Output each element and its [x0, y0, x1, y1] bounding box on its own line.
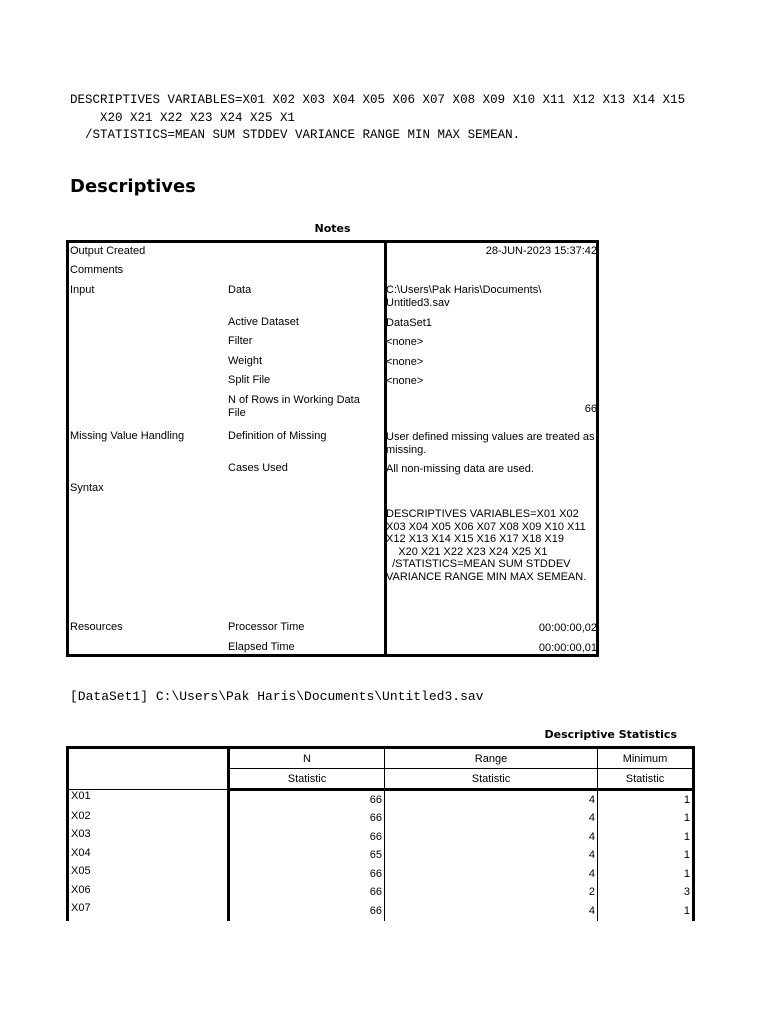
range-cell: 2 [385, 884, 598, 903]
active-dataset-value: DataSet1 [386, 317, 432, 329]
range-cell: 4 [385, 828, 598, 847]
table-row [68, 902, 694, 921]
range-cell: 4 [385, 790, 598, 810]
n-rows-label: N of Rows in Working Data File [228, 394, 360, 419]
definition-of-missing-label: Definition of Missing [228, 430, 327, 442]
range-cell: 4 [385, 865, 598, 884]
weight-label: Weight [228, 355, 263, 367]
descriptive-statistics-table [66, 746, 695, 921]
syntax-label: Syntax [70, 482, 104, 494]
weight-value: <none> [386, 356, 424, 368]
processor-time-value: 00:00:00,02 [538, 622, 597, 634]
comments-label: Comments [70, 264, 124, 276]
row-label: X03 [68, 828, 229, 847]
header-stub-cell [68, 748, 229, 790]
n-cell: 66 [229, 884, 385, 903]
subheader-range-statistic: Statistic [385, 769, 598, 790]
syntax-value: DESCRIPTIVES VARIABLES=X01 X02 X03 X04 X05 X06 X07 X08 X09 X10 X11 X12 X13 X14 X15 X16 X17 X18 X19 X20 X21 X22 X23 X24 X25 X1 /STATISTICS=MEAN SUM STDDEV VARIANCE RANGE MIN MAX SEMEAN. [386, 508, 587, 583]
n-cell: 66 [229, 865, 385, 884]
row-label: X01 [68, 790, 229, 810]
minimum-cell: 1 [598, 828, 694, 847]
output-created-value: 28-JUN-2023 15:37:42 [485, 245, 597, 257]
range-cell: 4 [385, 810, 598, 829]
n-cell: 66 [229, 828, 385, 847]
header-row [68, 748, 694, 769]
row-label: X07 [68, 902, 229, 921]
n-cell: 66 [229, 790, 385, 810]
minimum-cell: 1 [598, 790, 694, 810]
n-cell: 66 [229, 810, 385, 829]
elapsed-time-label: Elapsed Time [228, 641, 295, 653]
table-row [68, 884, 694, 903]
minimum-cell: 1 [598, 865, 694, 884]
minimum-cell: 3 [598, 884, 694, 903]
table-row [68, 828, 694, 847]
processor-time-label: Processor Time [228, 621, 305, 633]
row-label: X04 [68, 847, 229, 866]
syntax-block [70, 92, 685, 145]
dataset-line: [DataSet1] C:\Users\Pak Haris\Documents\Untitled3.sav [70, 689, 484, 704]
col-header-n: N [229, 748, 385, 769]
section-heading: Descriptives [70, 176, 196, 197]
elapsed-time-value: 00:00:00,01 [538, 642, 597, 654]
row-label: X02 [68, 810, 229, 829]
syntax-line-3: /STATISTICS=MEAN SUM STDDEV VARIANCE RANGE MIN MAX SEMEAN. [70, 128, 521, 142]
split-file-value: <none> [386, 375, 424, 387]
table-row [68, 810, 694, 829]
table-row [68, 790, 694, 810]
missing-value-handling-label: Missing Value Handling [70, 430, 185, 442]
syntax-line-2: X20 X21 X22 X23 X24 X25 X1 [70, 110, 296, 125]
syntax-line-1: DESCRIPTIVES VARIABLES=X01 X02 X03 X04 X05 X06 X07 X08 X09 X10 X11 X12 X13 X14 X15 [70, 93, 686, 107]
resources-label: Resources [70, 621, 123, 633]
active-dataset-label: Active Dataset [228, 316, 299, 328]
minimum-cell: 1 [598, 810, 694, 829]
notes-table [66, 240, 599, 657]
minimum-cell: 1 [598, 902, 694, 921]
n-rows-value: 66 [584, 403, 597, 415]
col-header-minimum: Minimum [598, 748, 694, 769]
range-cell: 4 [385, 847, 598, 866]
table-row [68, 847, 694, 866]
notes-title: Notes [314, 222, 351, 235]
subheader-minimum-statistic: Statistic [598, 769, 694, 790]
descriptive-statistics-title: Descriptive Statistics [544, 728, 677, 741]
cases-used-value: All non-missing data are used. [386, 463, 534, 475]
col-header-range: Range [385, 748, 598, 769]
row-label: X06 [68, 884, 229, 903]
data-label: Data [228, 284, 252, 296]
range-cell: 4 [385, 902, 598, 921]
n-cell: 66 [229, 902, 385, 921]
subheader-n-statistic: Statistic [229, 769, 385, 790]
minimum-cell: 1 [598, 847, 694, 866]
split-file-label: Split File [228, 374, 271, 386]
output-created-label: Output Created [70, 245, 146, 257]
filter-value: <none> [386, 336, 424, 348]
data-value: C:\Users\Pak Haris\Documents\ Untitled3.sav [386, 284, 542, 309]
n-cell: 65 [229, 847, 385, 866]
cases-used-label: Cases Used [228, 462, 288, 474]
table-row [68, 865, 694, 884]
row-label: X05 [68, 865, 229, 884]
input-label: Input [70, 284, 95, 296]
filter-label: Filter [228, 335, 253, 347]
definition-of-missing-value: User defined missing values are treated as missing. [386, 431, 595, 456]
